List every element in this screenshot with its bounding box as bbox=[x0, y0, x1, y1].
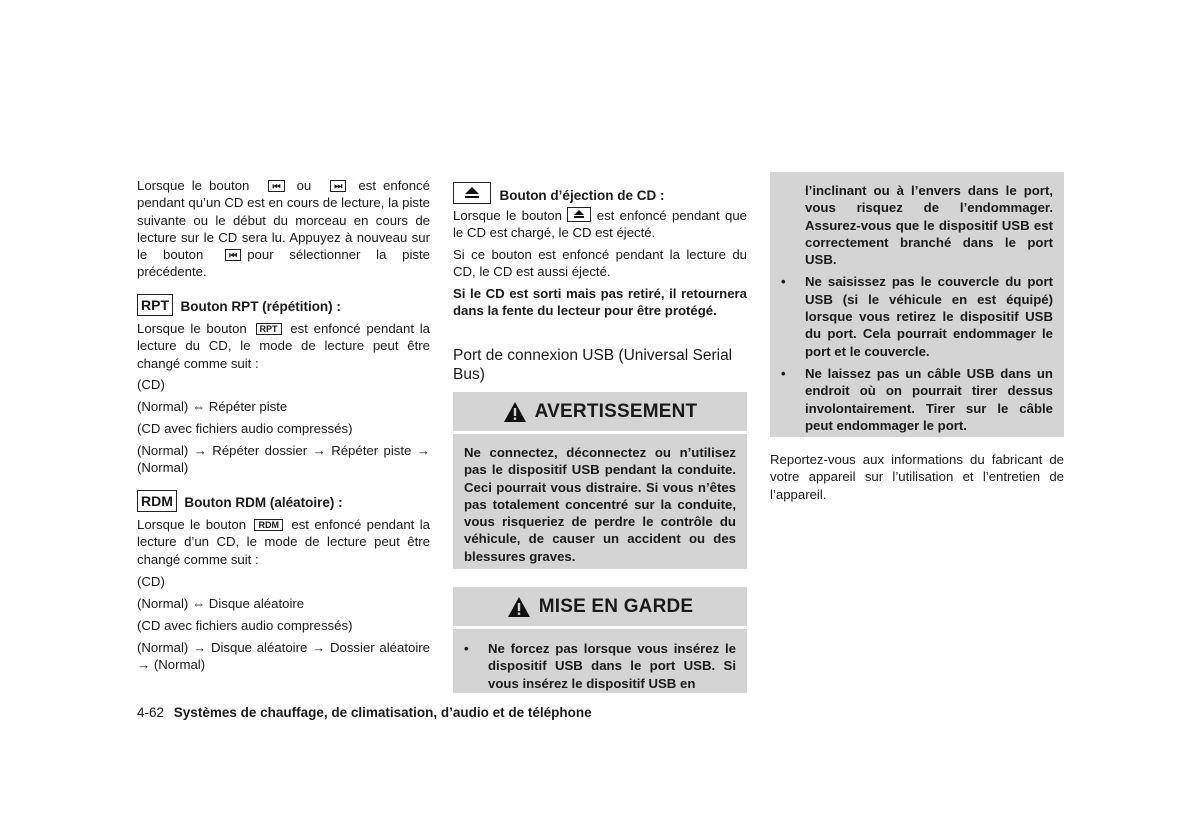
rdm-title: Bouton RDM (aléatoire) : bbox=[184, 495, 343, 510]
previous-track-icon: ⏮ bbox=[225, 249, 241, 261]
warning-body bbox=[453, 434, 747, 569]
rdm-line-2: (Normal) ⇔ Disque aléatoire bbox=[137, 596, 305, 611]
rpt-line-3: (CD avec fichiers audio compressés) bbox=[137, 421, 353, 436]
page-footer bbox=[137, 705, 592, 720]
rdm-icon: RDM bbox=[137, 490, 177, 512]
rdm-line-1: (CD) bbox=[137, 574, 165, 589]
caution-bullet-3 bbox=[770, 365, 1053, 434]
rdm-line-3: (CD avec fichiers audio compressés) bbox=[137, 618, 353, 633]
caution-body-continued bbox=[770, 172, 1064, 437]
rdm-heading bbox=[137, 490, 343, 512]
rpt-icon: RPT bbox=[256, 323, 282, 335]
text: Ne saisissez pas le couvercle du port USB (si le véhicule en est équipé) lorsque vous retirez le dispositif USB du port. Cela pourrait endommager le port et le couvercle. bbox=[805, 274, 1053, 359]
manufacturer-note: Reportez-vous aux informations du fabricant de votre appareil sur l’utilisation et l’entretien de l’appareil. bbox=[770, 452, 1064, 502]
section-title: Systèmes de chauffage, de climatisation, d’audio et de téléphone bbox=[173, 705, 592, 720]
text: Ne laissez pas un câble USB dans un endroit où on pourrait tirer dessus involontairement. Tirer sur le câble peut endommager le port. bbox=[805, 365, 1053, 433]
rpt-icon: RPT bbox=[137, 294, 173, 316]
rpt-title: Bouton RPT (répétition) : bbox=[180, 299, 341, 314]
rpt-paragraph bbox=[137, 320, 430, 372]
page-number: 4-62 bbox=[137, 705, 165, 720]
eject-paragraph-2: Si ce bouton est enfoncé pendant la lecture du CD, le CD est aussi éjecté. bbox=[453, 247, 747, 280]
text: est enfoncé pendant qu’un CD est en cours de lecture, la piste suivante ou le début du morceau en cours de lecture sur le CD sera lu. Appuyez à nouveau sur le bouton bbox=[137, 178, 430, 263]
text: Ne forcez pas lorsque vous insérez le dispositif USB dans le port USB. Si vous insérez le dispositif USB en bbox=[488, 641, 736, 691]
rpt-line-2: (Normal) ⇔ Répéter piste bbox=[137, 399, 288, 414]
text: Lorsque le bouton bbox=[137, 517, 247, 532]
rpt-line-1: (CD) bbox=[137, 377, 165, 392]
caution-header bbox=[453, 587, 747, 626]
caution-bullet-1 bbox=[453, 640, 736, 692]
text: Lorsque le bouton bbox=[137, 178, 250, 193]
caution-bullet-1-cont: l’inclinant ou à l’envers dans le port, vous risquez de l’endommager. Assurez-vous que le dispositif USB est correctement branché dans le port USB. bbox=[805, 183, 1053, 268]
eject-paragraph-1 bbox=[453, 207, 747, 242]
bullet: • bbox=[781, 365, 786, 381]
bullet: • bbox=[464, 641, 469, 656]
rpt-heading bbox=[137, 294, 341, 316]
next-track-icon: ⏭ bbox=[330, 180, 346, 192]
caution-bullet-2 bbox=[770, 273, 1053, 359]
text: Lorsque le bouton bbox=[137, 321, 247, 336]
text: Lorsque le bouton bbox=[453, 208, 562, 223]
skip-paragraph bbox=[137, 177, 430, 281]
eject-icon bbox=[453, 182, 491, 204]
eject-title: Bouton d’éjection de CD : bbox=[499, 188, 665, 203]
previous-track-icon: ⏮ bbox=[268, 180, 284, 192]
text: est enfoncé pendant la lecture du CD, le mode de lecture peut être changé comme suit : bbox=[137, 321, 431, 371]
eject-heading bbox=[453, 182, 747, 205]
text: est enfoncé pendant la lecture d’un CD, le mode de lecture peut être changé comme suit : bbox=[137, 517, 430, 567]
text: est enfoncé pendant que le CD est chargé, le CD est éjecté. bbox=[453, 208, 748, 241]
text: pour sélectionner la piste précédente. bbox=[137, 247, 430, 280]
rdm-icon: RDM bbox=[254, 519, 283, 531]
rpt-line-4: (Normal) → Répéter dossier → Répéter piste → (Normal) bbox=[137, 443, 430, 476]
rdm-line-4: (Normal) → Disque aléatoire → Dossier aléatoire → (Normal) bbox=[137, 640, 430, 673]
usb-heading: Port de connexion USB (Universal Serial Bus) bbox=[453, 347, 733, 383]
caution-title: MISE EN GARDE bbox=[538, 595, 694, 617]
warning-text: Ne connectez, déconnectez ou n’utilisez pas le dispositif USB pendant la conduite. Ceci pourrait vous distraire. Si vous n’êtes pas totalement concentré sur la conduite, vous risqueriez de perdre le contrôle du véhicule, de causer un accident ou des blessures graves. bbox=[464, 445, 736, 564]
warning-icon bbox=[503, 401, 527, 423]
warning-icon bbox=[507, 596, 531, 618]
eject-paragraph-3: Si le CD est sorti mais pas retiré, il retournera dans la fente du lecteur pour être protégé. bbox=[453, 286, 747, 319]
bullet: • bbox=[781, 274, 786, 290]
caution-body bbox=[453, 629, 747, 693]
warning-header bbox=[453, 392, 747, 431]
warning-title: AVERTISSEMENT bbox=[534, 400, 698, 422]
text: ou bbox=[296, 178, 312, 193]
rdm-paragraph bbox=[137, 516, 430, 568]
eject-icon bbox=[567, 207, 591, 222]
